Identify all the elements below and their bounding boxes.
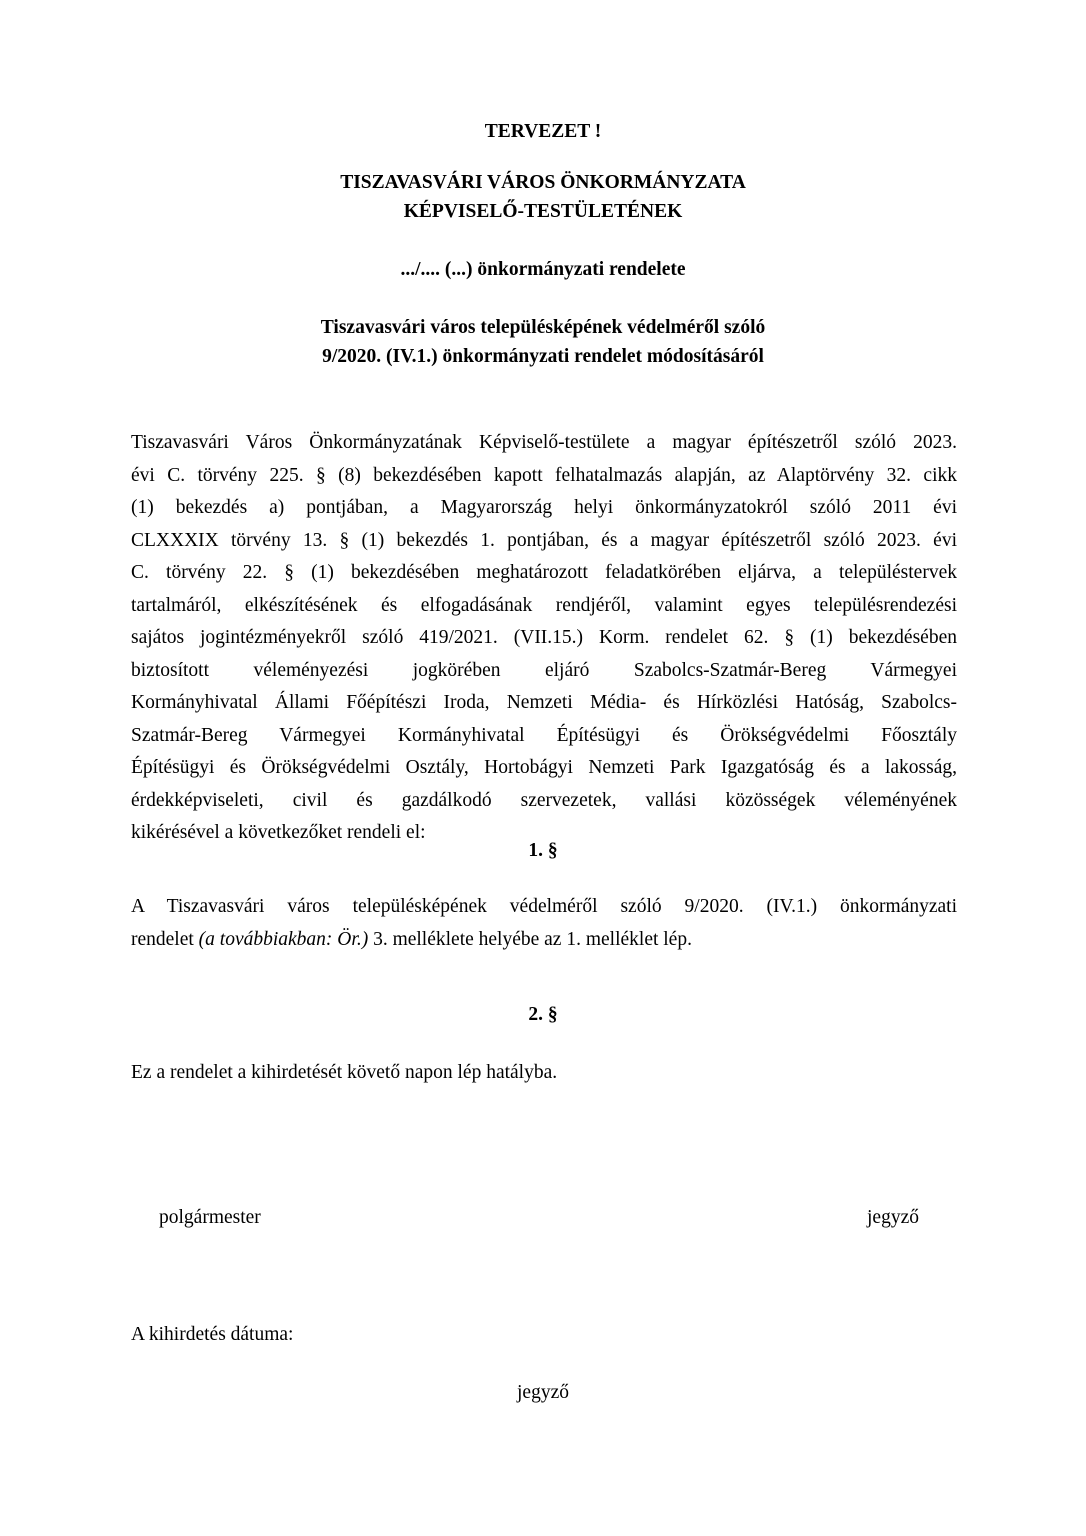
preamble-line: érdekképviseleti, civil és gazdálkodó szervezetek, vallási közösségek véleményének — [131, 789, 957, 811]
subject-line-2: 9/2020. (IV.1.) önkormányzati rendelet módosításáról — [322, 346, 764, 367]
preamble — [131, 427, 957, 850]
preamble-line: (1) bekezdés a) pontjában, a Magyarország helyi önkormányzatokról szóló 2011 évi — [131, 497, 957, 518]
promulgation-label: A kihirdetés dátuma: — [131, 1324, 294, 1345]
authority-line-2: KÉPVISELŐ-TESTÜLETÉNEK — [403, 201, 683, 222]
preamble-line: Kormányhivatal Állami Főépítészi Iroda, Nemzeti Média- és Hírközlési Hatóság, Szabolcs- — [131, 692, 957, 713]
preamble-line: Szatmár-Bereg Vármegyei Kormányhivatal Építésügyi és Örökségvédelmi Főosztály — [131, 724, 957, 746]
decree-number: .../.... (...) önkormányzati rendelete — [400, 259, 686, 280]
draft-label: TERVEZET ! — [484, 121, 602, 142]
preamble-line: CLXXXIX törvény 13. § (1) bekezdés 1. pontjában, és a magyar építészetről szóló 2023. évi — [131, 529, 957, 551]
preamble-line: Építésügyi és Örökségvédelmi Osztály, Hortobágyi Nemzeti Park Igazgatóság és a lakosság, — [131, 757, 957, 778]
preamble-line: tartalmáról, elkészítésének és elfogadásának rendjéről, valamint egyes településrendezési — [131, 594, 957, 616]
section-1-heading: 1. § — [528, 840, 558, 861]
abbreviation-note: (a továbbiakban: Ör.) — [198, 928, 369, 950]
authority-line-1: TISZAVASVÁRI VÁROS ÖNKORMÁNYZATA — [340, 172, 746, 193]
notary-signature: jegyző — [867, 1207, 919, 1228]
section-2-text: Ez a rendelet a kihirdetését követő napon lép hatályba. — [131, 1062, 558, 1083]
section-2-heading: 2. § — [528, 1004, 558, 1025]
promulgation-signer: jegyző — [517, 1382, 569, 1403]
section-1-line-1: A Tiszavasvári város településképének védelméről szóló 9/2020. (IV.1.) önkormányzati — [131, 896, 957, 917]
mayor-signature: polgármester — [159, 1207, 261, 1228]
preamble-line: kikérésével a következőket rendeli el: — [131, 822, 426, 843]
preamble-line: Tiszavasvári Város Önkormányzatának Képviselő-testülete a magyar építészetről szóló 2023. — [131, 432, 957, 453]
section-1-line-2 — [131, 924, 957, 957]
subject-line-1: Tiszavasvári város településképének védelméről szóló — [320, 317, 766, 338]
section-1-text — [131, 891, 957, 956]
section-1-line-2-end: 3. melléklete helyébe az 1. melléklet lép. — [368, 928, 692, 950]
preamble-line: sajátos jogintézményekről szóló 419/2021. (VII.15.) Korm. rendelet 62. § (1) bekezdésében — [131, 627, 957, 648]
preamble-line: évi C. törvény 225. § (8) bekezdésében kapott felhatalmazás alapján, az Alaptörvény 32. cikk — [131, 464, 957, 486]
preamble-line: biztosított véleményezési jogkörében eljáró Szabolcs-Szatmár-Bereg Vármegyei — [131, 659, 957, 681]
section-1-line-2-start: rendelet — [131, 928, 199, 950]
preamble-line: C. törvény 22. § (1) bekezdésében meghatározott feladatkörében eljárva, a településtervek — [131, 562, 957, 583]
